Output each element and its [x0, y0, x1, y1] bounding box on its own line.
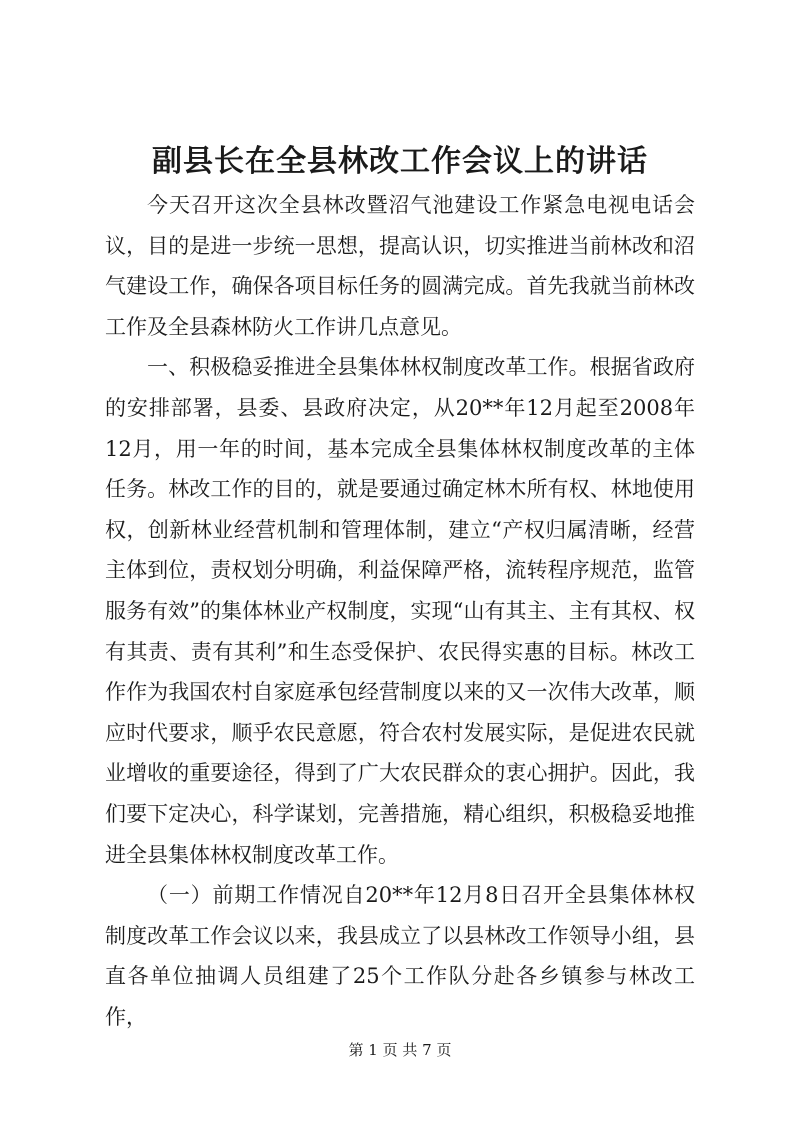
document-body	[105, 185, 695, 1037]
paragraph-section-one: 一、积极稳妥推进全县集体林权制度改革工作。根据省政府的安排部署，县委、县政府决定，从20**年12月起至2008年12月，用一年的时间，基本完成全县集体林权制度改革的主体任务。林改工作的目的，就是要通过确定林木所有权、林地使用权，创新林业经营机制和管理体制，建立“产权归属清晰，经营主体到位，责权划分明确，利益保障严格，流转程序规范，监管服务有效”的集体林业产权制度，实现“山有其主、主有其权、权有其责、责有其利”和生态受保护、农民得实惠的目标。林改工作作为我国农村自家庭承包经营制度以来的又一次伟大改革，顺应时代要求，顺乎农民意愿，符合农村发展实际，是促进农民就业增收的重要途径，得到了广大农民群众的衷心拥护。因此，我们要下定决心，科学谋划，完善措施，精心组织，积极稳妥地推进全县集体林权制度改革工作。	[105, 355, 695, 867]
page-footer: 第 1 页 共 7 页	[348, 1041, 452, 1059]
paragraph-intro: 今天召开这次全县林改暨沼气池建设工作紧急电视电话会议，目的是进一步统一思想，提高认识，切实推进当前林改和沼气建设工作，确保各项目标任务的圆满完成。首先我就当前林改工作及全县森林防火工作讲几点意见。	[105, 193, 695, 339]
paragraph-subsection-one: （一）前期工作情况自20**年12月8日召开全县集体林权制度改革工作会议以来，我县成立了以县林改工作领导小组，县直各单位抽调人员组建了25个工作队分赴各乡镇参与林改工作，	[105, 883, 695, 1029]
page-title: 副县长在全县林改工作会议上的讲话	[152, 144, 648, 179]
